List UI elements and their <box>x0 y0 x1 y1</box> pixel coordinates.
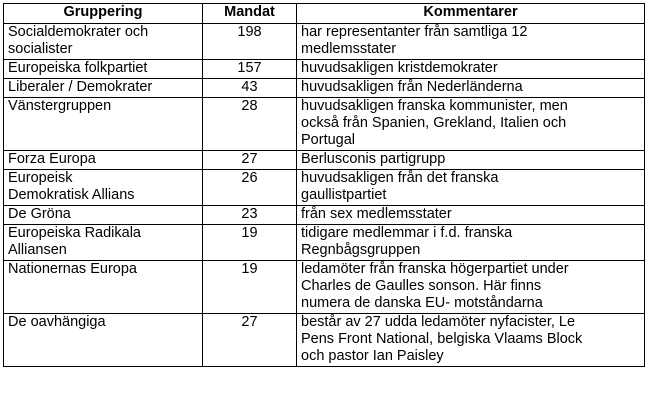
comment-line: Regnbågsgruppen <box>301 242 421 258</box>
group-name-line: Europeiska Radikala <box>8 225 141 241</box>
party-groups-table <box>3 3 645 367</box>
comment-line: huvudsakligen kristdemokrater <box>301 60 498 76</box>
table-row <box>4 60 645 79</box>
seats-cell: 27 <box>203 314 297 367</box>
header-group: Gruppering <box>4 4 203 24</box>
comment-line: huvudsakligen från det franska <box>301 170 499 186</box>
table-header-row <box>4 4 645 24</box>
seats-cell: 26 <box>203 170 297 206</box>
comment-line: och pastor Ian Paisley <box>301 348 444 364</box>
comment-cell <box>297 261 645 314</box>
group-name-cell <box>4 151 203 170</box>
comment-cell <box>297 314 645 367</box>
header-seats: Mandat <box>203 4 297 24</box>
comment-line: också från Spanien, Grekland, Italien och <box>301 115 567 131</box>
comment-cell <box>297 98 645 151</box>
group-name-cell <box>4 24 203 60</box>
comment-line: Charles de Gaulles sonson. Här finns <box>301 278 542 294</box>
table-row <box>4 314 645 367</box>
seats-cell: 198 <box>203 24 297 60</box>
comment-cell <box>297 151 645 170</box>
group-name-line: De oavhängiga <box>8 314 106 330</box>
group-name-line: Liberaler / Demokrater <box>8 79 153 95</box>
table-row <box>4 225 645 261</box>
comment-line: huvudsakligen från Nederländerna <box>301 79 523 95</box>
group-name-line: Europeiska folkpartiet <box>8 60 148 76</box>
comment-line: numera de danska EU- motståndarna <box>301 295 543 311</box>
group-name-line: Demokratisk Allians <box>8 187 135 203</box>
comment-line: Portugal <box>301 132 356 148</box>
comment-line: gaullistpartiet <box>301 187 387 203</box>
comment-line: från sex medlemsstater <box>301 206 452 222</box>
comment-line: Berlusconis partigrupp <box>301 151 446 167</box>
comment-line: medlemsstater <box>301 41 397 57</box>
table-row <box>4 261 645 314</box>
table-row <box>4 24 645 60</box>
group-name-cell <box>4 225 203 261</box>
group-name-line: socialister <box>8 41 73 57</box>
table-body <box>4 24 645 367</box>
group-name-line: Vänstergruppen <box>8 98 112 114</box>
comment-cell <box>297 170 645 206</box>
comment-cell <box>297 206 645 225</box>
table-row <box>4 206 645 225</box>
comment-cell <box>297 79 645 98</box>
comment-line: ledamöter från franska högerpartiet under <box>301 261 569 277</box>
group-name-cell <box>4 79 203 98</box>
table-row <box>4 79 645 98</box>
comment-cell <box>297 60 645 79</box>
seats-cell: 157 <box>203 60 297 79</box>
table-row <box>4 170 645 206</box>
header-comments: Kommentarer <box>297 4 645 24</box>
group-name-line: Forza Europa <box>8 151 96 167</box>
comment-line: består av 27 udda ledamöter nyfacister, Le <box>301 314 576 330</box>
seats-cell: 43 <box>203 79 297 98</box>
comment-line: har representanter från samtliga 12 <box>301 24 528 40</box>
comment-cell <box>297 225 645 261</box>
comment-line: huvudsakligen franska kommunister, men <box>301 98 568 114</box>
table-row <box>4 151 645 170</box>
group-name-cell <box>4 60 203 79</box>
seats-cell: 27 <box>203 151 297 170</box>
group-name-cell <box>4 98 203 151</box>
seats-cell: 19 <box>203 261 297 314</box>
group-name-line: Europeisk <box>8 170 73 186</box>
group-name-cell <box>4 314 203 367</box>
group-name-line: Alliansen <box>8 242 67 258</box>
seats-cell: 19 <box>203 225 297 261</box>
comment-line: tidigare medlemmar i f.d. franska <box>301 225 513 241</box>
group-name-cell <box>4 206 203 225</box>
seats-cell: 23 <box>203 206 297 225</box>
group-name-cell <box>4 261 203 314</box>
comment-line: Pens Front National, belgiska Vlaams Block <box>301 331 583 347</box>
group-name-line: Socialdemokrater och <box>8 24 149 40</box>
group-name-line: De Gröna <box>8 206 71 222</box>
group-name-line: Nationernas Europa <box>8 261 137 277</box>
table-row <box>4 98 645 151</box>
group-name-cell <box>4 170 203 206</box>
seats-cell: 28 <box>203 98 297 151</box>
comment-cell <box>297 24 645 60</box>
